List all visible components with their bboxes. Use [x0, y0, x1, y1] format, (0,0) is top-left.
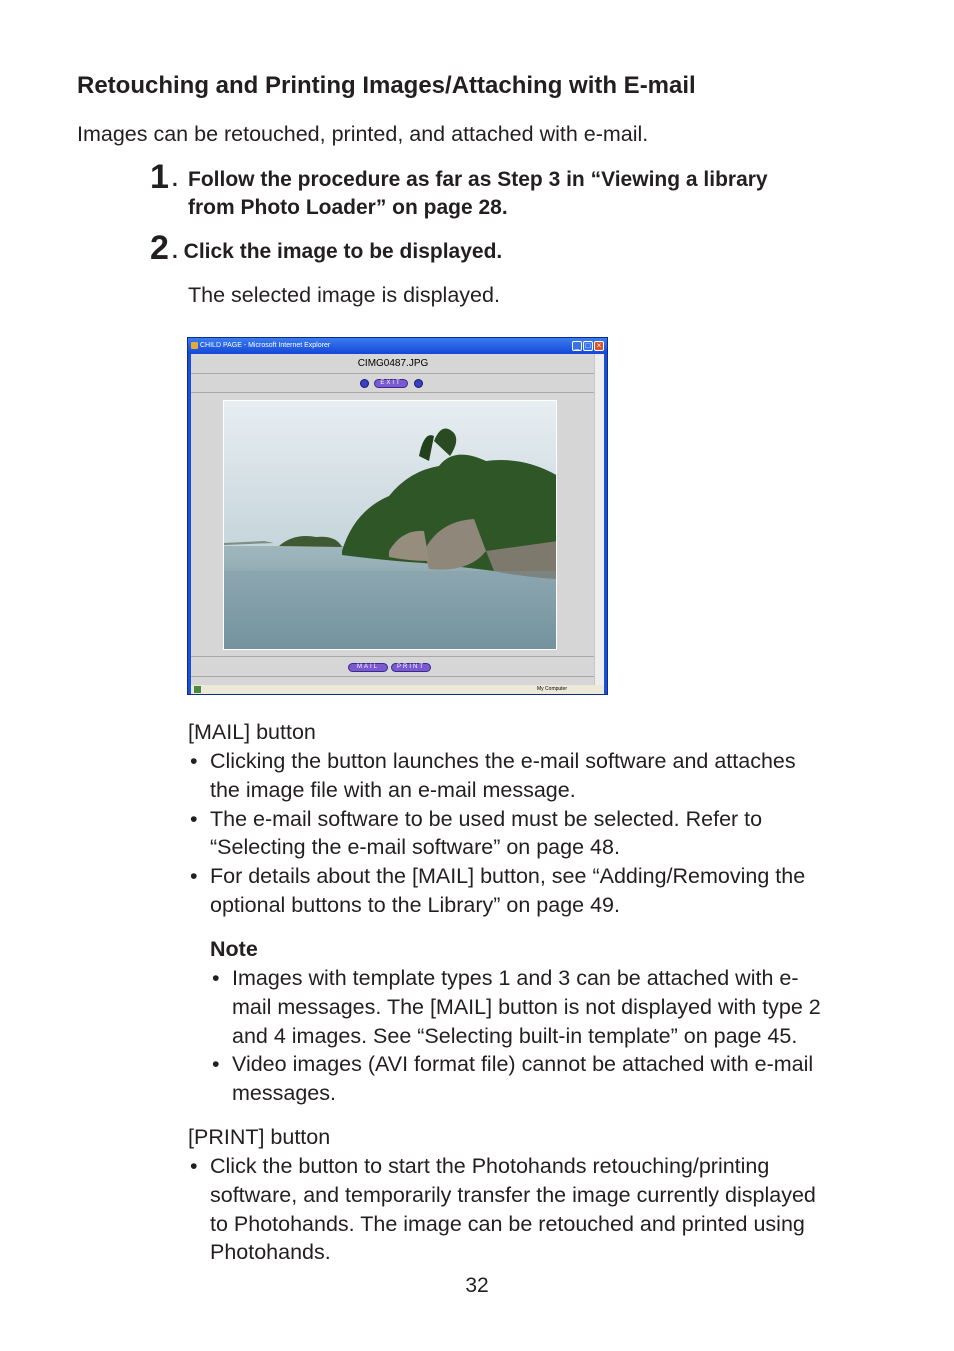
page-icon: [194, 686, 201, 693]
list-item-line: to Photohands. The image can be retouched and printed using: [210, 1211, 805, 1236]
minimize-button[interactable]: _: [572, 341, 582, 351]
vertical-scrollbar[interactable]: [594, 354, 604, 685]
maximize-button[interactable]: □: [583, 341, 593, 351]
list-item-line: • Video images (AVI format file) cannot be attached with e-mail: [232, 1052, 814, 1077]
page-title: Retouching and Printing Images/Attaching with E-mail: [77, 72, 696, 99]
list-item-line: • Click the button to start the Photohands retouching/printing: [210, 1154, 770, 1178]
mail-bullet-list: [188, 747, 888, 920]
divider: [191, 656, 595, 657]
browser-content: [191, 354, 604, 685]
divider: [191, 392, 595, 393]
ie-icon: [191, 342, 198, 349]
exit-button[interactable]: EXIT: [374, 379, 408, 388]
note-heading: Note: [210, 937, 258, 961]
step-line: from Photo Loader” on page 28.: [188, 196, 508, 219]
list-item-line: messages.: [232, 1081, 336, 1106]
list-item-line: mail messages. The [MAIL] button is not displayed with type 2: [232, 994, 821, 1019]
list-item: [210, 1050, 890, 1108]
list-item: [188, 1152, 888, 1267]
list-item-line: • For details about the [MAIL] button, see “Adding/Removing the: [210, 864, 806, 889]
list-item-line: optional buttons to the Library” on page 49.: [210, 892, 620, 917]
mail-button-section-label: [MAIL] button: [188, 720, 316, 744]
displayed-photo[interactable]: [223, 400, 557, 650]
list-item-line: • Clicking the button launches the e-mail software and attaches: [210, 749, 796, 773]
browser-window-screenshot: [187, 337, 608, 695]
window-title: CHILD PAGE - Microsoft Internet Explorer: [200, 342, 331, 349]
step-text: . Click the image to be displayed.: [172, 240, 503, 263]
list-item: [210, 964, 890, 1050]
list-item-line: and 4 images. See “Selecting built-in template” on page 45.: [232, 1023, 798, 1048]
file-name: CIMG0487.JPG: [357, 358, 429, 369]
list-item-line: • Images with template types 1 and 3 can be attached with e-: [232, 966, 799, 990]
print-bullet-list: [188, 1152, 888, 1267]
landscape-photo: [224, 401, 557, 650]
divider: [191, 373, 595, 374]
note-bullet-list: [210, 964, 890, 1108]
status-bar: [191, 685, 604, 694]
page-number: 32: [465, 1274, 489, 1297]
list-item-line: “Selecting the e-mail software” on page 48.: [210, 835, 620, 860]
step-dot: .: [172, 168, 178, 191]
next-arrow-icon[interactable]: [414, 379, 423, 388]
list-item-line: Photohands.: [210, 1240, 331, 1265]
previous-arrow-icon[interactable]: [360, 379, 369, 388]
mail-button[interactable]: MAIL: [348, 663, 388, 672]
list-item-line: • The e-mail software to be used must be selected. Refer to: [210, 806, 763, 831]
step-number: 2: [150, 229, 169, 267]
step-text: [188, 166, 768, 222]
list-item: [188, 747, 888, 805]
list-item: [188, 862, 888, 920]
divider: [191, 676, 595, 677]
list-item-line: the image file with an e-mail message.: [210, 777, 576, 802]
window-titlebar: [188, 338, 607, 354]
close-button[interactable]: ×: [594, 341, 604, 351]
print-button-section-label: [PRINT] button: [188, 1125, 331, 1149]
step-number: 1: [150, 158, 169, 196]
status-zone: My Computer: [537, 686, 568, 692]
print-button[interactable]: PRINT: [391, 663, 431, 672]
intro-text: Images can be retouched, printed, and attached with e-mail.: [77, 122, 649, 146]
selected-image-text: The selected image is displayed.: [188, 283, 500, 307]
list-item-line: software, and temporarily transfer the image currently displayed: [210, 1182, 816, 1207]
list-item: [188, 805, 888, 863]
step-line: Follow the procedure as far as Step 3 in “Viewing a library: [188, 168, 768, 191]
